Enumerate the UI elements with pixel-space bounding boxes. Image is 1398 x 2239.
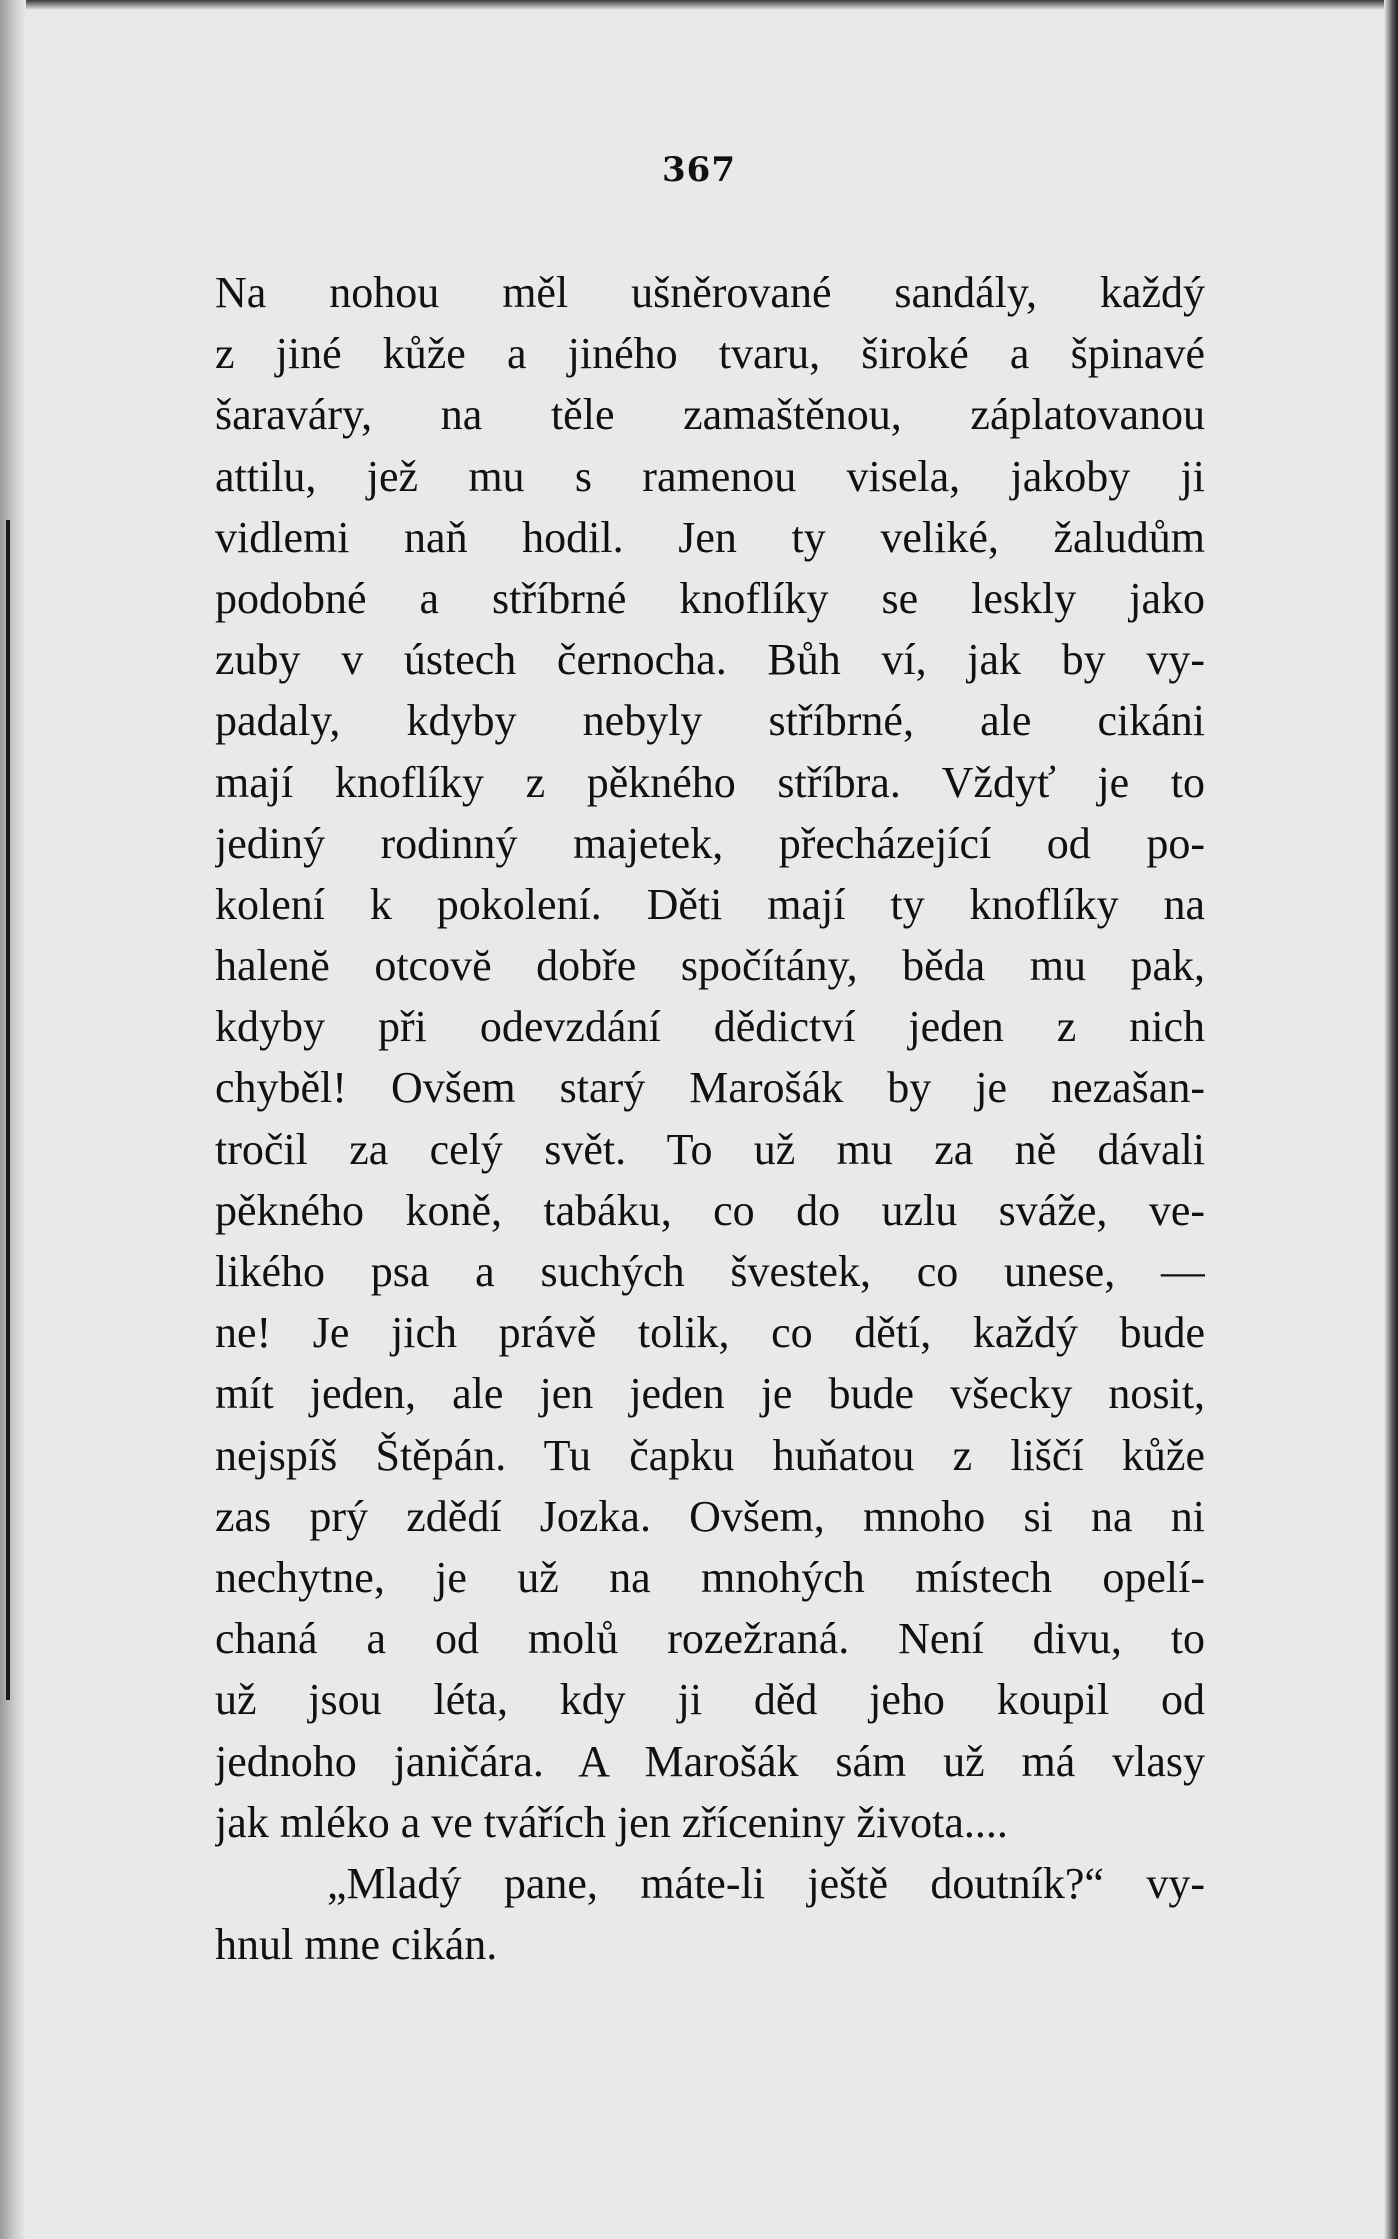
top-page-edge [0,0,1398,10]
text-line: podobné a stříbrné knoflíky se leskly jako [215,573,1205,623]
text-line: ne! Je jich právě tolik, co dětí, každý bude [215,1308,1205,1358]
text-line: zuby v ústech černocha. Bůh ví, jak by vy- [215,635,1205,685]
text-line: šaraváry, na těle zamaštěnou, záplatovanou [215,390,1205,440]
text-line: nejspíš Štěpán. Tu čapku huňatou z liščí kůže [215,1430,1205,1480]
text-line: attilu, jež mu s ramenou visela, jakoby ji [215,451,1205,501]
text-line: hnul mne cikán. [215,1920,498,1970]
right-page-edge [1384,0,1398,2239]
text-line: kolení k pokolení. Děti mají ty knoflíky na [215,879,1205,929]
text-line: vidlemi naň hodil. Jen ty veliké, žaludům [215,512,1205,562]
text-line: jednoho janičára. A Marošák sám už má vlasy [215,1736,1205,1786]
text-line: z jiné kůže a jiného tvaru, široké a špinavé [215,329,1205,379]
text-line: nechytne, je už na mnohých místech opelí- [215,1552,1205,1602]
text-line: „Mladý pane, máte-li ještě doutník?“ vy- [327,1858,1205,1908]
text-line: likého psa a suchých švestek, co unese, — [215,1247,1205,1296]
text-line: padaly, kdyby nebyly stříbrné, ale cikáni [215,696,1205,746]
text-line: halenĕ otcovĕ dobře spočítány, běda mu pak, [215,941,1205,991]
text-line: mít jeden, ale jen jeden je bude všecky nosit, [215,1369,1205,1419]
text-line: jak mléko a ve tvářích jen zříceniny života.... [215,1797,1008,1847]
text-line: mají knoflíky z pěkného stříbra. Vždyť je to [215,757,1205,807]
text-line: zas prý zdědí Jozka. Ovšem, mnoho si na ni [215,1491,1205,1541]
text-line: chaná a od molů rozežraná. Není divu, to [215,1614,1205,1664]
page-number: 367 [662,150,736,190]
text-line: tročil za celý svět. To už mu za ně dávali [215,1124,1205,1174]
body-text [215,262,1205,1975]
text-line: kdyby při odevzdání dědictví jeden z nich [215,1002,1205,1052]
text-line: Na nohou měl ušněrované sandály, každý [215,268,1205,317]
text-line: chyběl! Ovšem starý Marošák by je nezašan- [215,1063,1205,1113]
spine-binding-line [6,520,10,1700]
spine-shadow [0,0,26,2239]
text-line: jediný rodinný majetek, přecházející od po- [215,818,1205,868]
text-line: pěkného koně, tabáku, co do uzlu sváže, ve- [215,1185,1205,1235]
text-line: už jsou léta, kdy ji děd jeho koupil od [215,1675,1205,1725]
